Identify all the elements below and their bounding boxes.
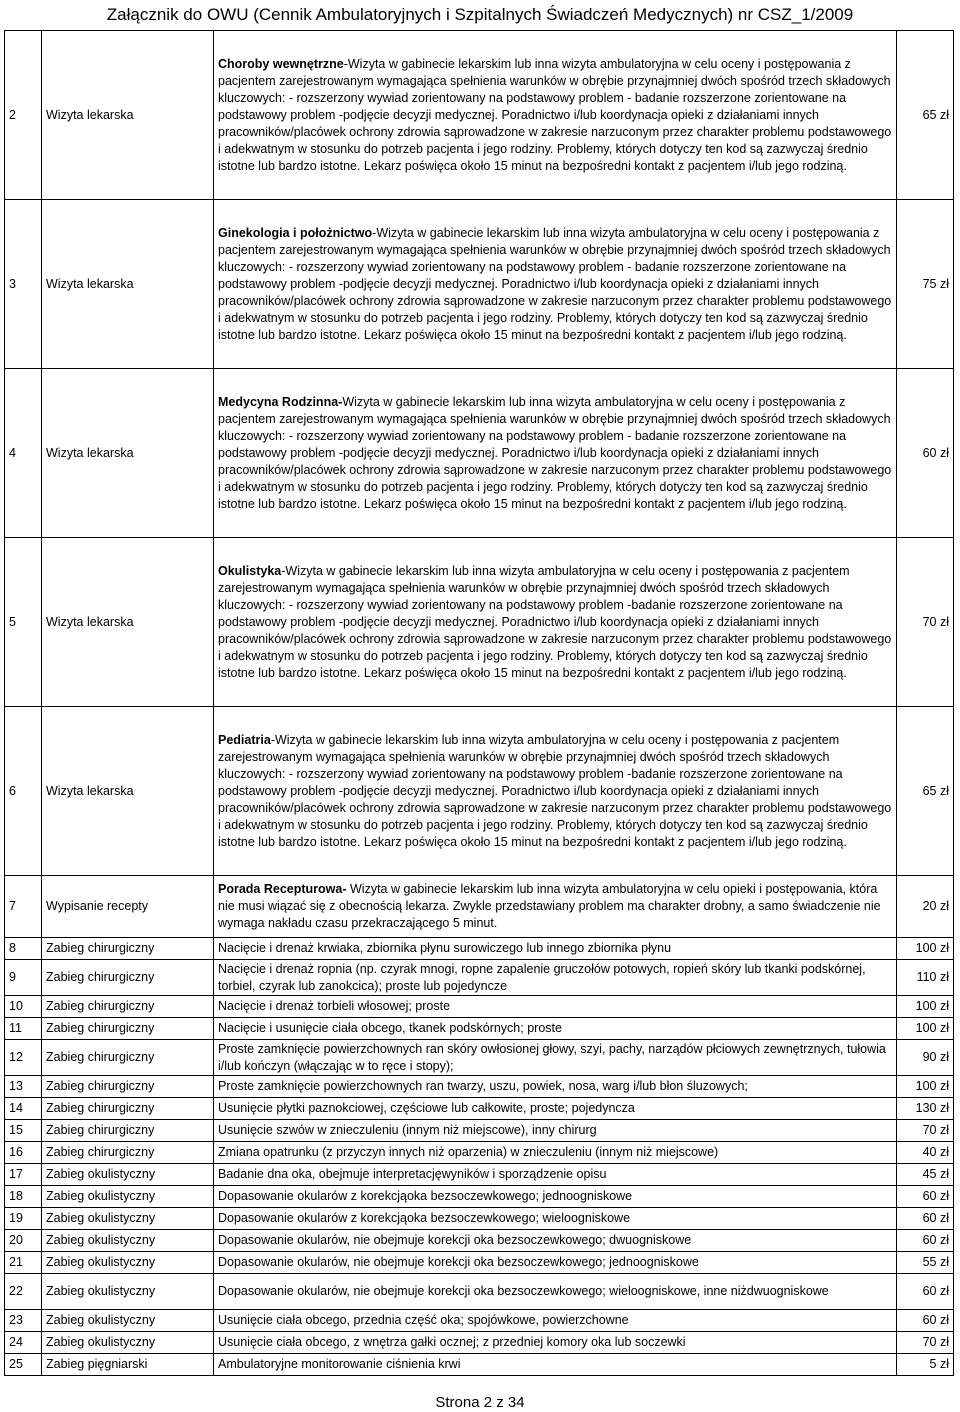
service-price: 60 zł bbox=[897, 369, 954, 538]
row-number: 11 bbox=[5, 1018, 42, 1040]
service-price: 60 zł bbox=[897, 1208, 954, 1230]
row-number: 2 bbox=[5, 31, 42, 200]
table-row bbox=[5, 996, 954, 1018]
table-row bbox=[5, 200, 954, 369]
table-row bbox=[5, 1274, 954, 1310]
service-name: Zabieg okulistyczny bbox=[42, 1230, 214, 1252]
table-row bbox=[5, 1354, 954, 1376]
service-description: Dopasowanie okularów, nie obejmuje korekcji oka bezsoczewkowego; wieloogniskowe, inne niżdwuogniskowe bbox=[214, 1274, 897, 1310]
service-title: Ginekologia i położnictwo bbox=[218, 225, 373, 240]
table-row bbox=[5, 1076, 954, 1098]
service-description bbox=[214, 538, 897, 707]
row-number: 4 bbox=[5, 369, 42, 538]
service-name: Zabieg chirurgiczny bbox=[42, 1076, 214, 1098]
row-number: 17 bbox=[5, 1164, 42, 1186]
service-description: Zmiana opatrunku (z przyczyn innych niż oparzenia) w znieczuleniu (innym niż miejscowe) bbox=[214, 1142, 897, 1164]
service-name: Zabieg chirurgiczny bbox=[42, 1142, 214, 1164]
service-name: Zabieg okulistyczny bbox=[42, 1332, 214, 1354]
service-description bbox=[214, 200, 897, 369]
service-price: 60 zł bbox=[897, 1230, 954, 1252]
service-name: Zabieg chirurgiczny bbox=[42, 960, 214, 996]
service-price: 60 zł bbox=[897, 1310, 954, 1332]
service-text: -Wizyta w gabinecie lekarskim lub inna wizyta ambulatoryjna w celu oceny i postępowania z pacjentem zarejestrowanym wymagająca spełnienia warunków w obrębie przynajmniej dwóch spośród trzech składowych kluczowych: - rozszerzony wywiad zorientowany na podstawowy problem - badanie rozszerzone zorientowane na podstawowy problem -podjęcie decyzji medycznej. Poradnictwo i/lub koordynacja opieki z działaniami innych pracowników/placówek ochrony zdrowia sąprowadzone w zakresie narzuconym przez charakter problemu podstawowego i adekwatnym w stosunku do potrzeb pacjenta i jego rodziny. Problemy, których dotyczy ten kod są zazwyczaj średnio istotne lub bardzo istotne. Lekarz poświęca około 15 minut na bezpośredni kontakt z pacjentem i/lub jego rodziną. bbox=[218, 225, 892, 342]
row-number: 3 bbox=[5, 200, 42, 369]
row-number: 23 bbox=[5, 1310, 42, 1332]
table-row bbox=[5, 938, 954, 960]
service-price: 100 zł bbox=[897, 1018, 954, 1040]
row-number: 25 bbox=[5, 1354, 42, 1376]
service-text: Wizyta w gabinecie lekarskim lub inna wizyta ambulatoryjna w celu opieki i postępowania, która nie musi wiązać się z obecnością lekarza. Zwykle przedstawiany problem ma charakter drobny, a samo świadczenie nie wymaga nakładu czasu przekraczającego 5 minut. bbox=[218, 882, 881, 930]
service-price: 70 zł bbox=[897, 1332, 954, 1354]
table-row bbox=[5, 960, 954, 996]
row-number: 12 bbox=[5, 1040, 42, 1076]
service-title: Okulistyka bbox=[218, 563, 282, 578]
service-price: 70 zł bbox=[897, 1120, 954, 1142]
service-price: 65 zł bbox=[897, 707, 954, 876]
service-price: 60 zł bbox=[897, 1186, 954, 1208]
table-row bbox=[5, 1098, 954, 1120]
service-text: Wizyta w gabinecie lekarskim lub inna wizyta ambulatoryjna w celu oceny i postępowania z pacjentem zarejestrowanym wymagająca spełnienia warunków w obrębie przynajmniej dwóch spośród trzech składowych kluczowych: - rozszerzony wywiad zorientowany na podstawowy problem - badanie rozszerzone zorientowane na podstawowy problem -podjęcie decyzji medycznej. Poradnictwo i/lub koordynacja opieki z działaniami innych pracowników/placówek ochrony zdrowia sąprowadzone w zakresie narzuconym przez charakter problemu podstawowego i adekwatnym w stosunku do potrzeb pacjenta i jego rodziny. Problemy, których dotyczy ten kod są zazwyczaj średnio istotne lub bardzo istotne. Lekarz poświęca około 15 minut na bezpośredni kontakt z pacjentem i/lub jego rodziną. bbox=[218, 394, 892, 511]
service-description: Badanie dna oka, obejmuje interpretacjęwyników i sporządzenie opisu bbox=[214, 1164, 897, 1186]
service-price: 65 zł bbox=[897, 31, 954, 200]
service-price: 40 zł bbox=[897, 1142, 954, 1164]
service-name: Zabieg pięgniarski bbox=[42, 1354, 214, 1376]
table-row bbox=[5, 1164, 954, 1186]
service-description: Nacięcie i drenaż ropnia (np. czyrak mnogi, ropne zapalenie gruczołów potowych, ropień skóry lub tkanki podskórnej, torbiel, czyrak lub zanokcica); proste lub pojedyncze bbox=[214, 960, 897, 996]
service-description: Ambulatoryjne monitorowanie ciśnienia krwi bbox=[214, 1354, 897, 1376]
row-number: 7 bbox=[5, 876, 42, 938]
row-number: 14 bbox=[5, 1098, 42, 1120]
row-number: 18 bbox=[5, 1186, 42, 1208]
service-description: Nacięcie i usunięcie ciała obcego, tkanek podskórnych; proste bbox=[214, 1018, 897, 1040]
service-description: Proste zamknięcie powierzchownych ran skóry owłosionej głowy, szyi, pachy, narządów płciowych zewnętrznych, tułowia i/lub kończyn (włączając w to ręce i stopy); bbox=[214, 1040, 897, 1076]
row-number: 16 bbox=[5, 1142, 42, 1164]
service-title: Pediatria bbox=[218, 732, 271, 747]
service-price: 70 zł bbox=[897, 538, 954, 707]
service-text: -Wizyta w gabinecie lekarskim lub inna wizyta ambulatoryjna w celu oceny i postępowania z pacjentem zarejestrowanym wymagająca spełnienia warunków w obrębie przynajmniej dwóch spośród trzech składowych kluczowych: - rozszerzony wywiad zorientowany na podstawowy problem - badanie rozszerzone zorientowane na podstawowy problem -podjęcie decyzji medycznej. Poradnictwo i/lub koordynacja opieki z działaniami innych pracowników/placówek ochrony zdrowia sąprowadzone w zakresie narzuconym przez charakter problemu podstawowego i adekwatnym w stosunku do potrzeb pacjenta i jego rodziny. Problemy, których dotyczy ten kod są zazwyczaj średnio istotne lub bardzo istotne. Lekarz poświęca około 15 minut na bezpośredni kontakt z pacjentem i/lub jego rodziną. bbox=[218, 56, 892, 173]
service-name: Wypisanie recepty bbox=[42, 876, 214, 938]
service-description bbox=[214, 369, 897, 538]
service-name: Wizyta lekarska bbox=[42, 707, 214, 876]
service-name: Wizyta lekarska bbox=[42, 200, 214, 369]
row-number: 21 bbox=[5, 1252, 42, 1274]
service-description: Nacięcie i drenaż torbieli włosowej; proste bbox=[214, 996, 897, 1018]
service-description: Dopasowanie okularów, nie obejmuje korekcji oka bezsoczewkowego; jednoogniskowe bbox=[214, 1252, 897, 1274]
service-price: 100 zł bbox=[897, 1076, 954, 1098]
row-number: 8 bbox=[5, 938, 42, 960]
service-name: Zabieg chirurgiczny bbox=[42, 1098, 214, 1120]
service-name: Wizyta lekarska bbox=[42, 538, 214, 707]
page-number: Strona 2 z 34 bbox=[435, 1394, 525, 1411]
table-row bbox=[5, 876, 954, 938]
service-description: Usunięcie ciała obcego, przednia część oka; spojówkowe, powierzchowne bbox=[214, 1310, 897, 1332]
row-number: 24 bbox=[5, 1332, 42, 1354]
service-price: 5 zł bbox=[897, 1354, 954, 1376]
table-row bbox=[5, 369, 954, 538]
service-price: 75 zł bbox=[897, 200, 954, 369]
service-name: Wizyta lekarska bbox=[42, 31, 214, 200]
table-row bbox=[5, 1142, 954, 1164]
service-description: Dopasowanie okularów z korekcjąoka bezsoczewkowego; jednoogniskowe bbox=[214, 1186, 897, 1208]
row-number: 6 bbox=[5, 707, 42, 876]
service-text: -Wizyta w gabinecie lekarskim lub inna wizyta ambulatoryjna w celu oceny i postępowania z pacjentem zarejestrowanym wymagająca spełnienia warunków w obrębie przynajmniej dwóch spośród trzech składowych kluczowych: - rozszerzony wywiad zorientowany na podstawowy problem -badanie rozszerzone zorientowane na podstawowy problem -podjęcie decyzji medycznej. Poradnictwo i/lub koordynacja opieki z działaniami innych pracowników/placówek ochrony zdrowia sąprowadzone w zakresie narzuconym przez charakter problemu podstawowego i adekwatnym w stosunku do potrzeb pacjenta i jego rodziny. Problemy, których dotyczy ten kod są zazwyczaj średnio istotne lub bardzo istotne. Lekarz poświęca około 15 minut na bezpośredni kontakt z pacjentem i/lub jego rodziną. bbox=[218, 563, 892, 680]
table-row bbox=[5, 1310, 954, 1332]
service-name: Zabieg chirurgiczny bbox=[42, 996, 214, 1018]
service-name: Zabieg chirurgiczny bbox=[42, 1018, 214, 1040]
table-row bbox=[5, 31, 954, 200]
service-description bbox=[214, 876, 897, 938]
table-row bbox=[5, 1186, 954, 1208]
row-number: 10 bbox=[5, 996, 42, 1018]
service-description: Nacięcie i drenaż krwiaka, zbiornika płynu surowiczego lub innego zbiornika płynu bbox=[214, 938, 897, 960]
table-row bbox=[5, 1018, 954, 1040]
service-name: Zabieg okulistyczny bbox=[42, 1274, 214, 1310]
price-table bbox=[4, 30, 954, 1376]
service-title: Medycyna Rodzinna- bbox=[218, 394, 343, 409]
service-name: Zabieg chirurgiczny bbox=[42, 1040, 214, 1076]
service-description: Proste zamknięcie powierzchownych ran twarzy, uszu, powiek, nosa, warg i/lub błon śluzowych; bbox=[214, 1076, 897, 1098]
service-price: 55 zł bbox=[897, 1252, 954, 1274]
row-number: 22 bbox=[5, 1274, 42, 1310]
service-description: Usunięcie szwów w znieczuleniu (innym niż miejscowe), inny chirurg bbox=[214, 1120, 897, 1142]
service-price: 20 zł bbox=[897, 876, 954, 938]
service-name: Wizyta lekarska bbox=[42, 369, 214, 538]
service-name: Zabieg okulistyczny bbox=[42, 1164, 214, 1186]
row-number: 19 bbox=[5, 1208, 42, 1230]
table-row bbox=[5, 1252, 954, 1274]
service-price: 100 zł bbox=[897, 996, 954, 1018]
service-name: Zabieg okulistyczny bbox=[42, 1208, 214, 1230]
service-description: Usunięcie płytki paznokciowej, częściowe lub całkowite, proste; pojedyncza bbox=[214, 1098, 897, 1120]
service-title: Choroby wewnętrzne bbox=[218, 56, 344, 71]
service-name: Zabieg okulistyczny bbox=[42, 1252, 214, 1274]
service-description: Dopasowanie okularów, nie obejmuje korekcji oka bezsoczewkowego; dwuogniskowe bbox=[214, 1230, 897, 1252]
service-name: Zabieg chirurgiczny bbox=[42, 938, 214, 960]
service-price: 45 zł bbox=[897, 1164, 954, 1186]
table-row bbox=[5, 1040, 954, 1076]
table-row bbox=[5, 538, 954, 707]
service-price: 90 zł bbox=[897, 1040, 954, 1076]
service-price: 100 zł bbox=[897, 938, 954, 960]
table-row bbox=[5, 1120, 954, 1142]
service-price: 130 zł bbox=[897, 1098, 954, 1120]
service-name: Zabieg okulistyczny bbox=[42, 1310, 214, 1332]
table-row bbox=[5, 1332, 954, 1354]
service-description bbox=[214, 707, 897, 876]
service-description: Dopasowanie okularów z korekcjąoka bezsoczewkowego; wieloogniskowe bbox=[214, 1208, 897, 1230]
service-name: Zabieg okulistyczny bbox=[42, 1186, 214, 1208]
service-description bbox=[214, 31, 897, 200]
row-number: 15 bbox=[5, 1120, 42, 1142]
row-number: 13 bbox=[5, 1076, 42, 1098]
row-number: 20 bbox=[5, 1230, 42, 1252]
table-row bbox=[5, 1208, 954, 1230]
service-title: Porada Recepturowa- bbox=[218, 882, 347, 896]
row-number: 5 bbox=[5, 538, 42, 707]
service-text: -Wizyta w gabinecie lekarskim lub inna wizyta ambulatoryjna w celu oceny i postępowania z pacjentem zarejestrowanym wymagająca spełnienia warunków w obrębie przynajmniej dwóch spośród trzech składowych kluczowych: - rozszerzony wywiad zorientowany na podstawowy problem -badanie rozszerzone zorientowane na podstawowy problem -podjęcie decyzji medycznej. Poradnictwo i/lub koordynacja opieki z działaniami innych pracowników/placówek ochrony zdrowia sąprowadzone w zakresie narzuconym przez charakter problemu podstawowego i adekwatnym w stosunku do potrzeb pacjenta i jego rodziny. Problemy, których dotyczy ten kod są zazwyczaj średnio istotne lub bardzo istotne. Lekarz poświęca około 15 minut na bezpośredni kontakt z pacjentem i/lub jego rodziną. bbox=[218, 732, 892, 849]
row-number: 9 bbox=[5, 960, 42, 996]
service-price: 110 zł bbox=[897, 960, 954, 996]
document-header: Załącznik do OWU (Cennik Ambulatoryjnych i Szpitalnych Świadczeń Medycznych) nr CSZ_1/2009 bbox=[106, 5, 854, 24]
service-price: 60 zł bbox=[897, 1274, 954, 1310]
table-row bbox=[5, 707, 954, 876]
service-description: Usunięcie ciała obcego, z wnętrza gałki ocznej; z przedniej komory oka lub soczewki bbox=[214, 1332, 897, 1354]
table-row bbox=[5, 1230, 954, 1252]
service-name: Zabieg chirurgiczny bbox=[42, 1120, 214, 1142]
